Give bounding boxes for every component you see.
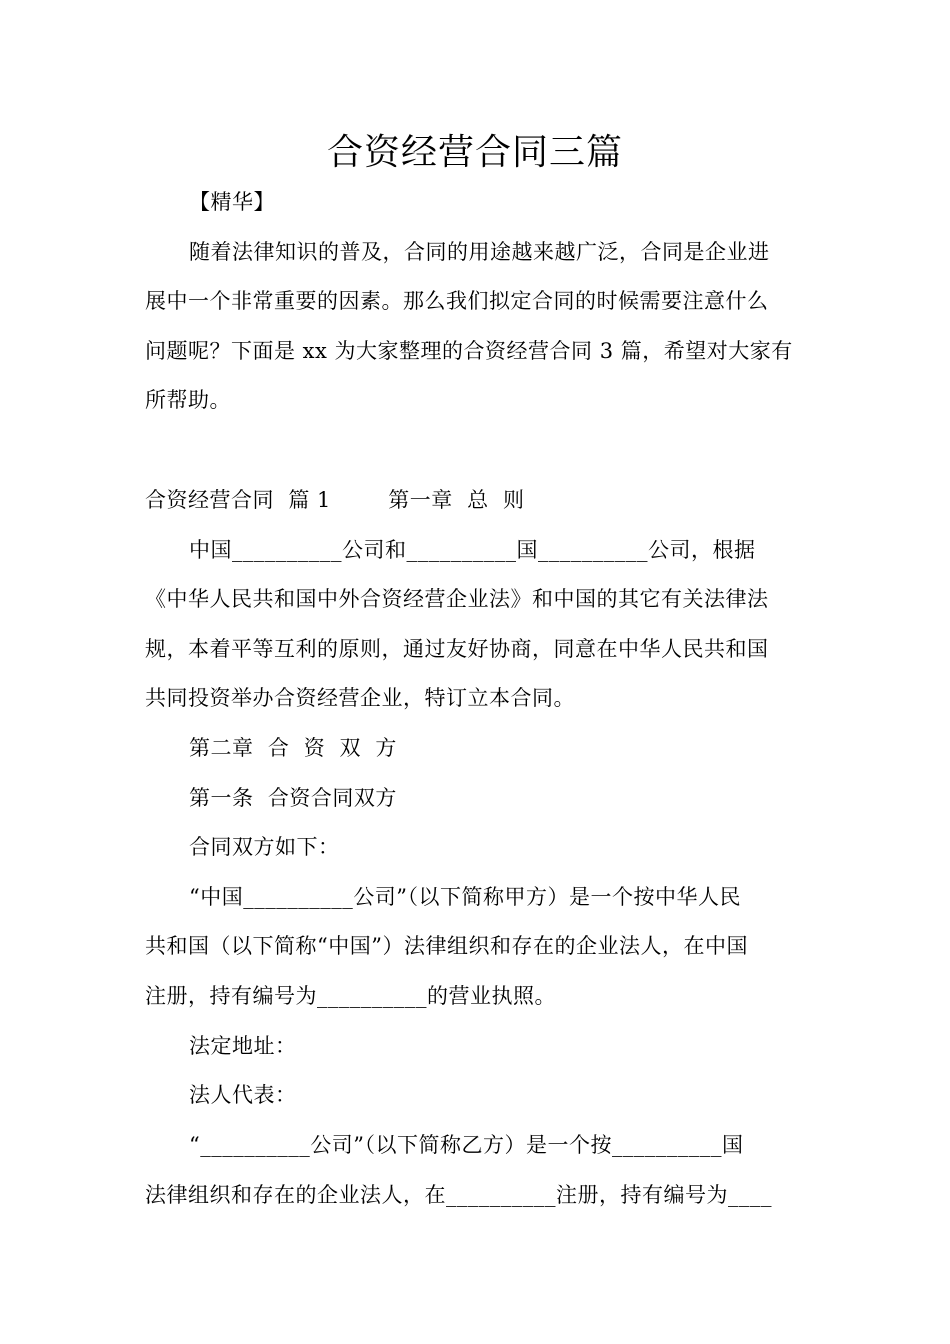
party-b-line-2: 法律组织和存在的企业法人，在__________注册，持有编号为____ [145,1183,772,1207]
legal-representative-label: 法人代表： [189,1083,297,1107]
party-a-line-1: “中国__________公司”（以下简称甲方）是一个按中华人民 [189,885,741,909]
chapter-2-heading: 第二章 合 资 双 方 [189,736,397,760]
intro-line-4: 所帮助。 [145,388,231,412]
party-a-line-3: 注册，持有编号为__________的营业执照。 [145,984,556,1008]
party-a-line-2: 共和国（以下简称“中国”）法律组织和存在的企业法人，在中国 [145,934,748,958]
party-b-line-1: “__________公司”（以下简称乙方）是一个按__________国 [189,1133,744,1157]
preamble-line-3: 规，本着平等互利的原则，通过友好协商，同意在中华人民共和国 [145,637,769,661]
tag-jinghua: 【精华】 [189,190,275,214]
preamble-line-1: 中国__________公司和__________国__________公司，根据 [189,538,756,562]
parties-intro: 合同双方如下： [189,835,340,859]
legal-address-label: 法定地址： [189,1034,297,1058]
section-heading: 合资经营合同 篇 1 第一章 总 则 [145,488,525,512]
intro-line-2: 展中一个非常重要的因素。那么我们拟定合同的时候需要注意什么 [145,289,769,313]
preamble-line-2: 《中华人民共和国中外合资经营企业法》和中国的其它有关法律法 [145,587,769,611]
preamble-line-4: 共同投资举办合资经营企业，特订立本合同。 [145,686,575,710]
intro-line-3: 问题呢？下面是 xx 为大家整理的合资经营合同 3 篇，希望对大家有 [145,339,793,363]
article-1-heading: 第一条 合资合同双方 [189,786,397,810]
document-title: 合资经营合同三篇 [326,132,623,173]
intro-line-1: 随着法律知识的普及，合同的用途越来越广泛，合同是企业进 [189,240,770,264]
